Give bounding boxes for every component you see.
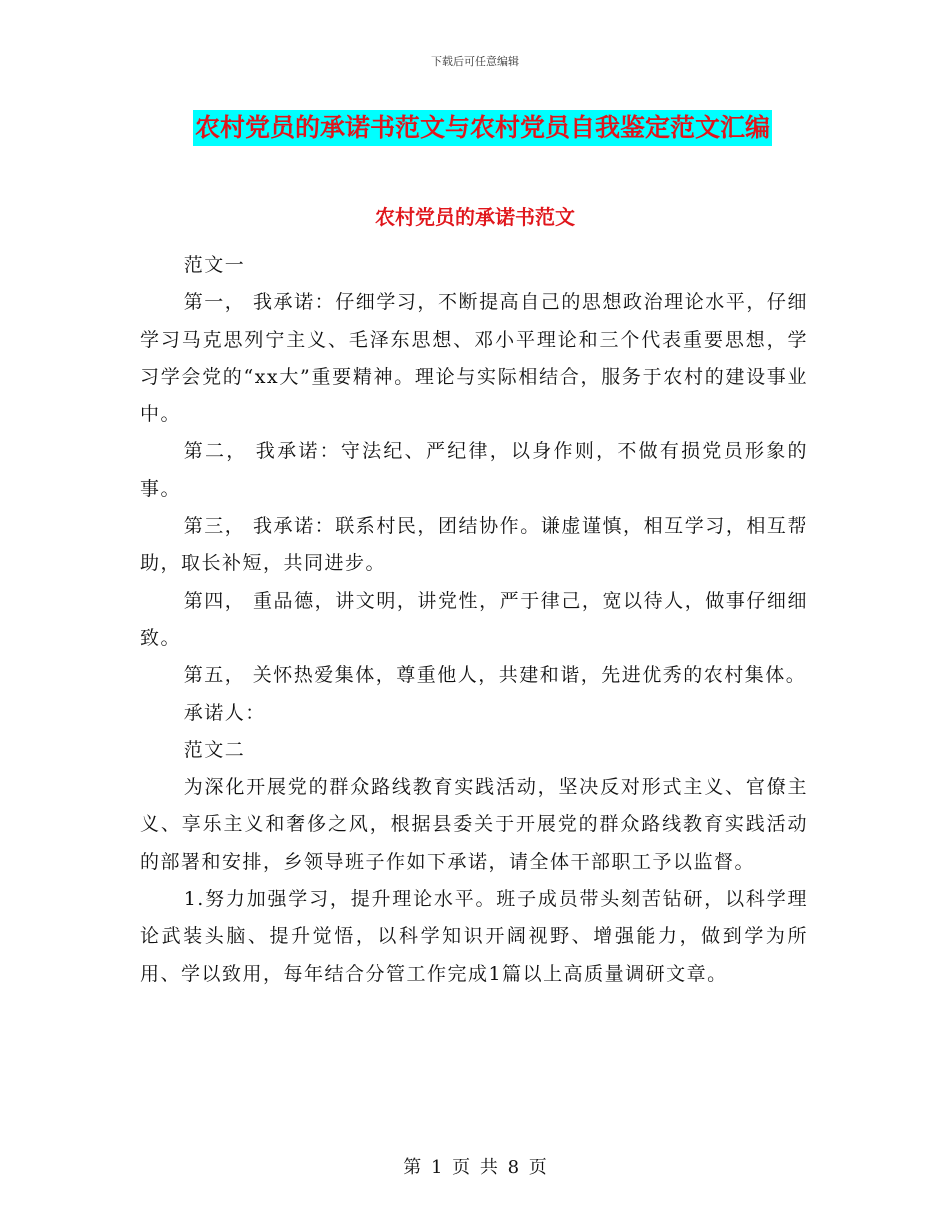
page-number-footer: 第 1 页 共 8 页	[403, 1157, 547, 1178]
paragraph: 第三， 我承诺：联系村民，团结协作。谦虚谨慎，相互学习，相互帮助，取长补短，共同进步。	[140, 515, 808, 575]
paragraph: 1.努力加强学习，提升理论水平。班子成员带头刻苦钻研，以科学理论武装头脑、提升觉悟，以科学知识开阔视野、增强能力，做到学为所用、学以致用，每年结合分管工作完成1篇以上高质量调研文章。	[140, 888, 808, 985]
paragraph: 范文一	[183, 254, 246, 276]
document-title: 农村党员的承诺书范文与农村党员自我鉴定范文汇编	[193, 110, 772, 146]
section-title: 农村党员的承诺书范文	[375, 205, 575, 229]
paragraph: 为深化开展党的群众路线教育实践活动，坚决反对形式主义、官僚主义、享乐主义和奢侈之风，根据县委关于开展党的群众路线教育实践活动的部署和安排，乡领导班子作如下承诺，请全体干部职工予以监督。	[140, 776, 808, 873]
document-body	[140, 247, 808, 993]
paragraph: 范文二	[183, 738, 246, 761]
paragraph: 第一， 我承诺：仔细学习，不断提高自己的思想政治理论水平，仔细学习马克思列宁主义、毛泽东思想、邓小平理论和三个代表重要思想，学习学会党的“xx大”重要精神。理论与实际相结合，服务于农村的建设事业中。	[140, 291, 808, 426]
paragraph: 第四， 重品德，讲文明，讲党性，严于律己，宽以待人，做事仔细细致。	[140, 589, 808, 649]
paragraph: 承诺人：	[183, 701, 266, 724]
paragraph: 第二， 我承诺：守法纪、严纪律，以身作则，不做有损党员形象的事。	[140, 440, 808, 500]
header-note: 下载后可任意编辑	[431, 55, 519, 68]
paragraph: 第五， 关怀热爱集体，尊重他人，共建和谐，先进优秀的农村集体。	[183, 664, 807, 687]
